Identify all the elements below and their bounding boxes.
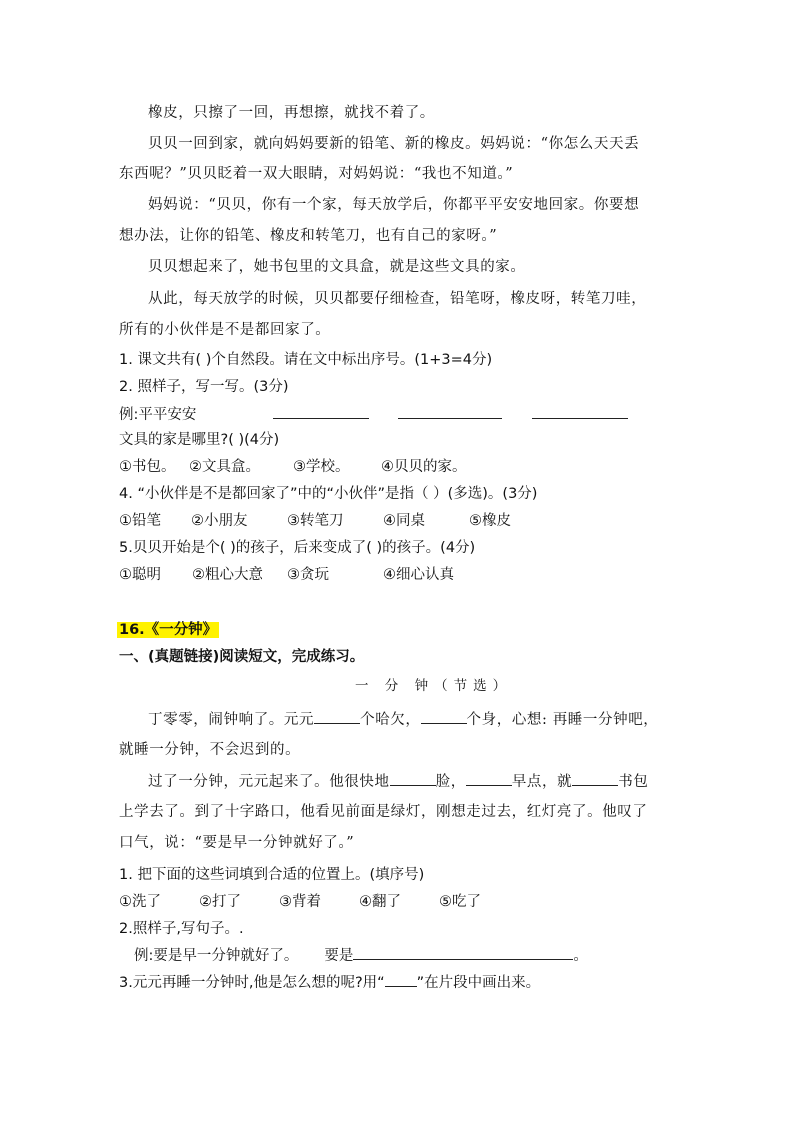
passage-text: 过了一分钟，元元起来了。他很快地 — [148, 774, 390, 790]
question-2-example-row — [119, 404, 628, 425]
option[interactable]: ③贪玩 — [287, 567, 329, 583]
passage1-line-8: 所有的小伙伴是不是都回家了。 — [119, 322, 331, 338]
answer-blank-2[interactable] — [398, 404, 502, 419]
option[interactable]: ③背着 — [279, 894, 321, 910]
option[interactable]: ①聪明 — [119, 567, 161, 583]
passage-text: 早点，就 — [511, 774, 573, 790]
passage1-line-3: 东西呢？”贝贝眨着一双大眼睛，对妈妈说：“我也不知道。” — [119, 166, 514, 182]
passage-text: 脸， — [435, 774, 466, 790]
question-4: 4. “小伙伴是不是都回家了”中的“小伙伴”是指（ ）(多选)。(3分) — [119, 486, 538, 502]
section2-question-1-options — [119, 892, 481, 912]
question-5: 5.贝贝开始是个( )的孩子，后来变成了( )的孩子。(4分) — [119, 540, 476, 556]
fill-blank-3[interactable] — [390, 771, 436, 786]
passage-text: 个身，心想: 再睡一分钟吧， — [466, 712, 659, 728]
passage-text: 丁零零，闹钟响了。元元 — [148, 712, 315, 728]
passage1-line-6: 贝贝想起来了，她书包里的文具盒，就是这些文具的家。 — [148, 259, 526, 275]
option[interactable]: ①铅笔 — [119, 513, 161, 529]
option[interactable]: ⑤橡皮 — [469, 513, 511, 529]
question-example: 例:要是早一分钟就好了。 — [134, 948, 299, 964]
option[interactable]: ④同桌 — [383, 513, 425, 529]
question-2: 2. 照样子，写一写。(3分) — [119, 379, 289, 395]
fill-blank-5[interactable] — [572, 771, 618, 786]
question-2-example: 例:平平安安 — [119, 407, 197, 423]
section2-question-3 — [119, 972, 540, 993]
fill-blank-1[interactable] — [314, 709, 360, 724]
option[interactable]: ⑤吃了 — [439, 894, 481, 910]
section-instruction: 一、(真题链接)阅读短文，完成练习。 — [119, 649, 365, 665]
lesson-title: 16.《一分钟》 — [119, 622, 218, 638]
section2-question-2-example-row — [134, 945, 588, 966]
sentence-answer-blank[interactable] — [353, 945, 573, 960]
passage1-line-1: 橡皮，只擦了一回，再想擦，就找不着了。 — [148, 105, 435, 121]
underline-sample — [385, 972, 417, 987]
passage1-line-4: 妈妈说：“贝贝，你有一个家，每天放学后，你都平平安安地回家。你要想 — [148, 197, 640, 213]
section2-question-1: 1. 把下面的这些词填到合适的位置上。(填序号) — [119, 867, 425, 883]
answer-blank-1[interactable] — [273, 404, 369, 419]
passage-title: 一 分 钟（节选） — [355, 678, 513, 694]
option[interactable]: ①洗了 — [119, 894, 161, 910]
option[interactable]: ②小朋友 — [191, 513, 248, 529]
fill-blank-2[interactable] — [421, 709, 467, 724]
question-1: 1. 课文共有( )个自然段。请在文中标出序号。(1+3=4分) — [119, 352, 493, 368]
section-heading — [117, 620, 219, 640]
option[interactable]: ②文具盒。 — [189, 459, 260, 475]
passage2-line-3 — [148, 771, 648, 792]
option[interactable]: ④翻了 — [359, 894, 401, 910]
answer-blank-3[interactable] — [532, 404, 628, 419]
passage2-line-1 — [148, 709, 658, 730]
passage-text: 书包 — [618, 774, 649, 790]
question-text: 3.元元再睡一分钟时,他是怎么想的呢?用“ — [119, 975, 385, 991]
option[interactable]: ④细心认真 — [383, 567, 454, 583]
passage1-line-7: 从此，每天放学的时候，贝贝都要仔细检查，铅笔呀，橡皮呀，转笔刀哇， — [148, 291, 647, 307]
option[interactable]: ③学校。 — [293, 459, 350, 475]
passage-text: 个哈欠， — [360, 712, 421, 728]
question-3-options — [119, 457, 467, 477]
question-3: 文具的家是哪里?( )(4分) — [119, 432, 280, 448]
question-4-options — [119, 511, 511, 531]
passage1-line-2: 贝贝一回到家，就向妈妈要新的铅笔、新的橡皮。妈妈说：“你怎么天天丢 — [148, 136, 640, 152]
question-text: ”在片段中画出来。 — [416, 975, 541, 991]
section2-question-2: 2.照样子,写句子。. — [119, 921, 244, 937]
question-prompt: 要是 — [324, 948, 354, 964]
passage2-line-4: 上学去了。到了十字路口，他看见前面是绿灯，刚想走过去，红灯亮了。他叹了 — [119, 804, 648, 820]
option[interactable]: ①书包。 — [119, 459, 176, 475]
question-5-options — [119, 565, 454, 585]
passage2-line-5: 口气，说：“要是早一分钟就好了。” — [119, 835, 355, 851]
passage2-line-2: 就睡一分钟，不会迟到的。 — [119, 742, 301, 758]
passage1-line-5: 想办法，让你的铅笔、橡皮和转笔刀，也有自己的家呀。” — [119, 228, 498, 244]
option[interactable]: ④贝贝的家。 — [381, 459, 467, 475]
fill-blank-4[interactable] — [466, 771, 512, 786]
period: 。 — [573, 948, 588, 964]
option[interactable]: ②打了 — [199, 894, 241, 910]
option[interactable]: ②粗心大意 — [192, 567, 263, 583]
option[interactable]: ③转笔刀 — [287, 513, 344, 529]
